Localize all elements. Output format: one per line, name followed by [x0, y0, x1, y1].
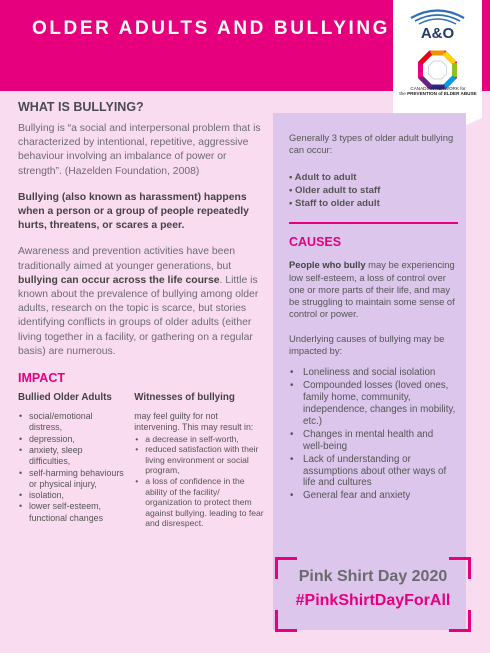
impact-heading: IMPACT — [18, 371, 65, 386]
types-intro: Generally 3 types of older adult bullying can occur: — [289, 132, 454, 156]
witnesses-column — [134, 392, 264, 529]
list-item: • General fear and anxiety — [289, 490, 456, 502]
list-item: • Loneliness and social isolation — [289, 367, 456, 379]
witnesses-heading: Witnesses of bullying — [134, 392, 235, 404]
bracket-top-left — [275, 557, 297, 560]
list-item: • anxiety, sleep difficulties, — [18, 445, 126, 468]
list-item: • isolation, — [18, 490, 126, 501]
list-item: • a loss of confidence in the ability of the facility/ organization to protect them against bullying. leading to fear and disrespect. — [134, 476, 264, 529]
logo-network-text: CANADIAN NETWORK for the PREVENTION of ELDER ABUSE — [399, 86, 477, 97]
list-item: • social/emotional distress, — [18, 411, 126, 434]
bullied-older-adults-column — [18, 392, 126, 529]
what-is-bullying-heading: WHAT IS BULLYING? — [18, 100, 144, 114]
list-item: • Older adult to staff — [289, 184, 381, 196]
bracket-bottom-right-v — [468, 610, 471, 632]
list-item: • Adult to adult — [289, 171, 357, 183]
bracket-bottom-left-v — [275, 610, 278, 632]
awareness-paragraph: Awareness and prevention activities have been traditionally aimed at younger generations, but bullying can occur across the life course. Little is known about the prevalence of bullying among older adults, research on the topic is scarce, but stories identifying conflicts in groups of older adults (either living together in a facility, or gathering on a regular basis) are numerous. — [18, 246, 259, 357]
witnesses-intro: may feel guilty for not intervening. This may result in: — [134, 411, 254, 433]
impact-columns — [18, 392, 264, 529]
list-item: • Lack of understanding or assumptions about other ways of life and cultures — [289, 454, 456, 490]
who-bullies-paragraph: People who bully may be experiencing low self-esteem, a loss of control over one or more parts of their life, and may be struggling to maintain some sense of control or power. — [289, 259, 455, 320]
left-column — [18, 100, 264, 529]
list-item: • reduced satisfaction with their living environment or social program, — [134, 444, 264, 476]
underlying-causes-intro: Underlying causes of bullying may be impacted by: — [289, 332, 445, 356]
causes-heading: CAUSES — [289, 235, 342, 250]
list-item: • self-harming behaviours or physical injury, — [18, 468, 126, 491]
list-item: • lower self-esteem, functional changes — [18, 501, 126, 524]
witnesses-impact-list — [134, 434, 264, 529]
pink-shirt-day-callout — [275, 557, 471, 632]
harassment-paragraph: Bullying (also known as harassment) happens when a person or a group of people repeatedly hurts, threatens, or scares a peer. — [18, 191, 249, 232]
list-item: • depression, — [18, 434, 126, 445]
pink-shirt-day-hashtag: #PinkShirtDayForAll — [295, 592, 451, 609]
logo-text: A&O — [420, 25, 455, 42]
bullied-older-adults-heading: Bullied Older Adults — [18, 392, 112, 404]
pink-shirt-day-title: Pink Shirt Day 2020 — [298, 568, 448, 585]
right-panel — [273, 113, 466, 630]
list-item: • Staff to older adult — [289, 198, 380, 209]
bullying-types-list — [289, 171, 456, 211]
causes-list — [289, 367, 456, 502]
bracket-bottom-left — [275, 629, 297, 632]
page-title: OLDER ADULTS AND BULLYING — [31, 18, 391, 39]
list-item: • Compounded losses (loved ones, family home, community, independence, changes in mobility, etc.) — [289, 380, 456, 428]
definition-paragraph: Bullying is “a social and interpersonal problem that is characterized by intentional, repetitive, aggressive behaviour involving an imbalance of power or strength”. (Hazelden Foundation, 2008) — [18, 123, 261, 177]
section-divider — [289, 222, 458, 224]
list-item: • Changes in mental health and well-being — [289, 429, 456, 453]
bullied-impact-list — [18, 411, 126, 524]
list-item: • a decrease in self-worth, — [134, 434, 264, 445]
